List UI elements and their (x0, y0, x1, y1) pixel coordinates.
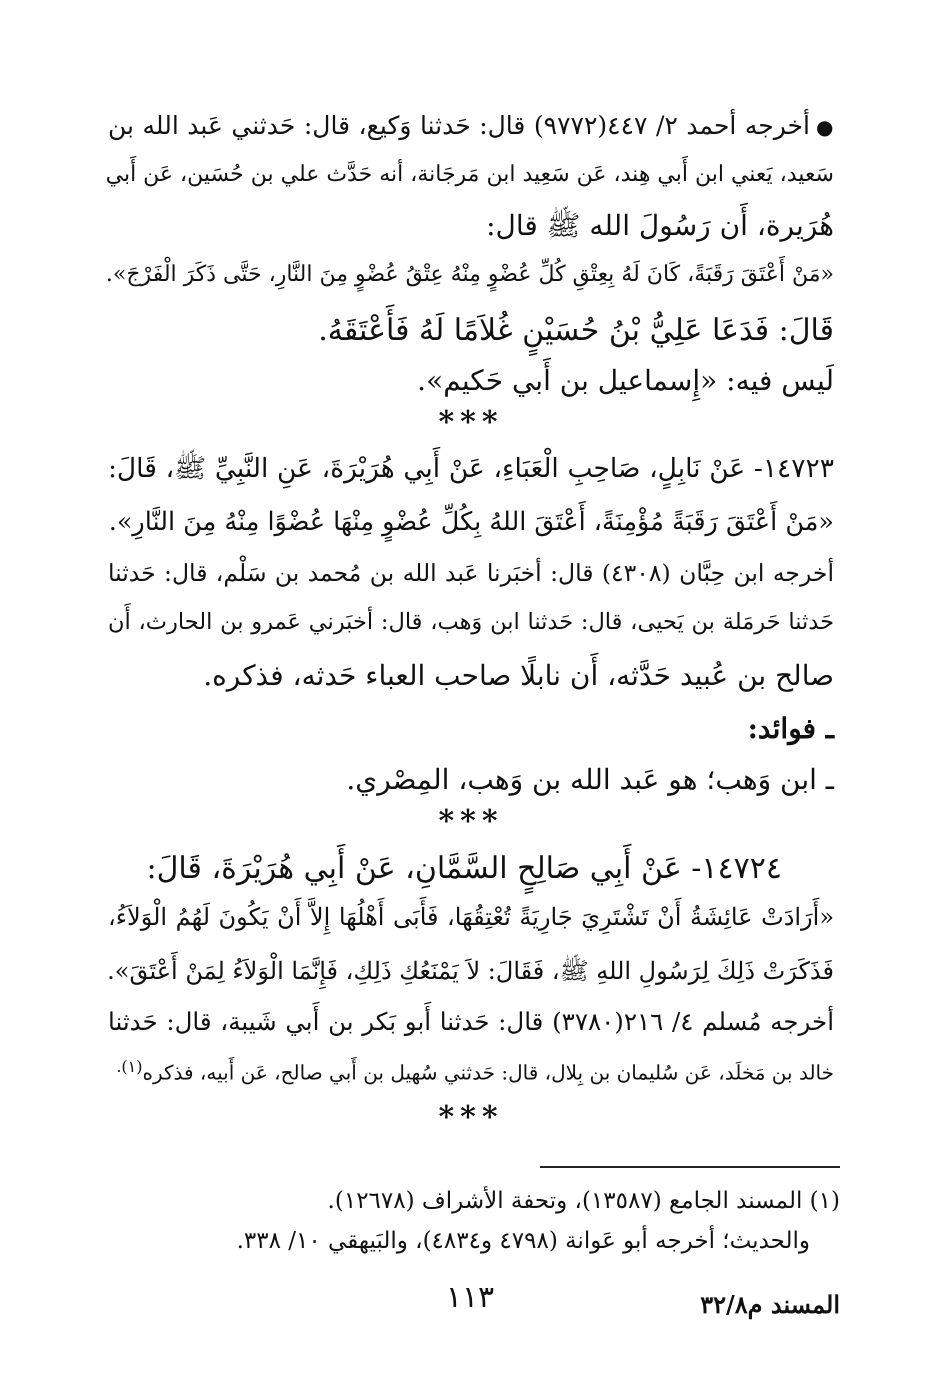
hadith-text: فَذَكَرَتْ ذَلِكَ لِرَسُولِ اللهِ ﷺ، فَقَالَ: لاَ يَمْنَعُكِ ذَلِكِ، فَإِنَّمَا الْوَلاَءُ لِمَنْ أَعْتَقَ». (107, 957, 834, 985)
fawaid-line: ـ ابن وَهب؛ هو عَبد الله بن وَهب، المِصْري. (346, 763, 834, 796)
footnote-line: والحديث؛ أخرجه أبو عَوانة (٤٧٩٨ و٤٨٣٤)، والبَيهقي ١٠/ ٣٣٨. (236, 1228, 810, 1254)
takhrij-line: هُرَيرة، أَن رَسُولَ الله ﷺ قال: (486, 209, 834, 242)
hadith-heading: ١٤٧٢٣- عَنْ نَابِلٍ، صَاحِبِ الْعَبَاءِ، عَنْ أَبِي هُرَيْرَةَ، عَنِ النَّبِيِّ ﷺ، قَالَ: (108, 453, 834, 484)
separator-stars: *** (438, 405, 504, 440)
hadith-text: «أَرَادَتْ عَائِشَةُ أَنْ تَشْتَرِيَ جَارِيَةً تُعْتِقُهَا، فَأَبَى أَهْلُهَا إِلاَّ أَنْ يَكُونَ لَهُمُ الْوَلاَءُ، (108, 903, 834, 931)
takhrij-line: خالد بن مَخلَد، عَن سُليمان بن بِلال، قال: حَدثني سُهيل بن أَبي صالح، عَن أَبيه، فذكره$^{(١).}$ (116, 1057, 834, 1085)
takhrij-line: سَعيد، يَعني ابن أَبي هِند، عَن سَعِيد ابن مَرجَانة، أنه حَدَّث علي بن حُسَين، عَن أَبي (105, 162, 834, 187)
takhrij-line: أخرجه ابن حِبَّان (٤٣٠٨) قال: أخبَرنا عَبد الله بن مُحمد بن سَلْم، قال: حَدثنا (108, 559, 834, 587)
separator-stars: *** (438, 1100, 504, 1135)
page-number: ١١٣ (445, 1280, 495, 1315)
bullet-icon: ● (815, 115, 835, 139)
note-line: لَيس فيه: «إِسماعيل بن أَبي حَكيم». (417, 364, 834, 397)
hadith-heading: ١٤٧٢٤- عَنْ أَبِي صَالِحٍ السَّمَّانِ، عَنْ أَبِي هُرَيْرَةَ، قَالَ: (146, 851, 782, 886)
footnote-line: (١) المسند الجامع (١٣٥٨٧)، وتحفة الأشراف (١٢٦٧٨). (327, 1188, 840, 1214)
signature-mark: المسند م٣٢/٨ (700, 1290, 840, 1319)
takhrij-line: ●أخرجه أحمد ٢/ ٤٤٧(٩٧٧٢) قال: حَدثنا وَكيع، قال: حَدثني عَبد الله بن (108, 111, 835, 140)
takhrij-line: حَدثنا حَرمَلة بن يَحيى، قال: حَدثنا ابن وَهب، قال: أخبَرني عَمرو بن الحارث، أَن (108, 609, 834, 635)
takhrij-line: صالح بن عُبيد حَدَّثه، أَن نابلًا صاحب العباء حَدثه، فذكره. (203, 659, 834, 692)
footnote-marker: (١). (116, 1057, 143, 1076)
separator-stars: *** (438, 804, 504, 839)
hadith-text: «مَنْ أَعْتَقَ رَقَبَةً، كَانَ لَهُ بِعِتْقِ كُلِّ عُضْوٍ مِنْهُ عِتْقُ عُضْوٍ مِنَ النَّارِ، حَتَّى ذَكَرَ الْفَرْجَ». (105, 262, 834, 287)
fawaid-title: ـ فوائد: (747, 712, 834, 745)
hadith-text: «مَنْ أَعْتَقَ رَقَبَةً مُؤْمِنَةً، أَعْتَقَ اللهُ بِكُلِّ عُضْوٍ مِنْهَا عُضْوًا مِنْهُ مِنَ النَّارِ». (108, 507, 834, 537)
footnote-rule (540, 1166, 840, 1168)
hadith-text: قَالَ: فَدَعَا عَلِيُّ بْنُ حُسَيْنٍ غُلاَمًا لَهُ فَأَعْتَقَهُ. (318, 313, 834, 348)
takhrij-line: أخرجه مُسلم ٤/ ٢١٦(٣٧٨٠) قال: حَدثنا أَبو بَكر بن أَبي شَيبة، قال: حَدثنا (108, 1007, 835, 1036)
